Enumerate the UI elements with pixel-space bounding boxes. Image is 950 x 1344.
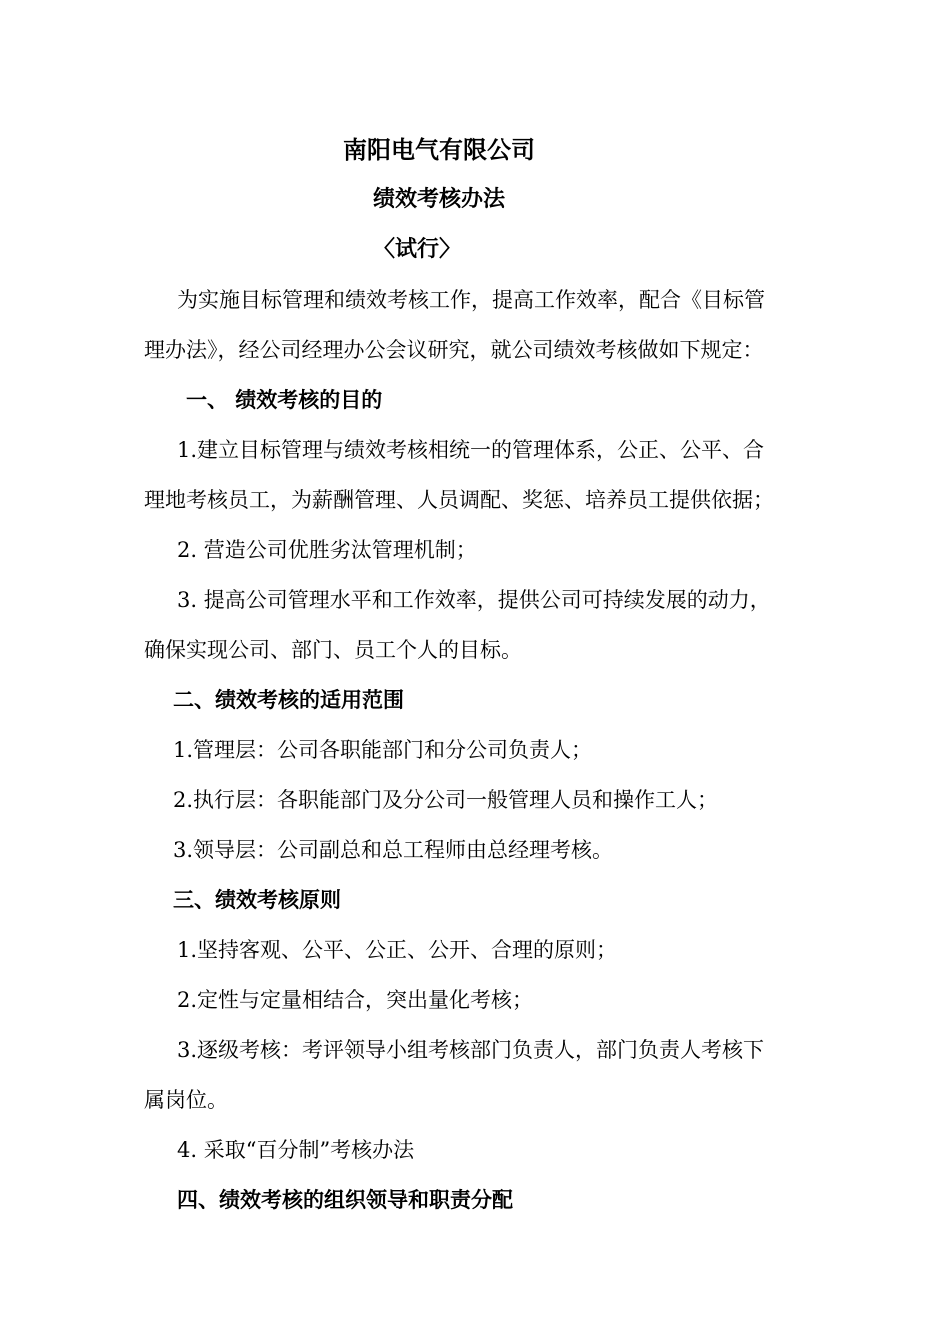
s3-item-1: 1.坚持客观、公平、公正、公开、合理的原则； [177, 938, 618, 962]
s2-item-3: 3.领导层：公司副总和总工程师由总经理考核。 [173, 838, 614, 862]
intro-line-2: 理办法》，经公司经理办公会议研究，就公司绩效考核做如下规定： [144, 338, 764, 362]
s3-item-3-line-2: 属岗位。 [144, 1088, 228, 1112]
section-2-heading: 二、绩效考核的适用范围 [173, 688, 404, 712]
s1-item-3-line-2: 确保实现公司、部门、员工个人的目标。 [144, 638, 522, 662]
s2-item-2: 2.执行层：各职能部门及分公司一般管理人员和操作工人； [173, 788, 719, 812]
intro-line-1: 为实施目标管理和绩效考核工作，提高工作效率，配合《目标管 [177, 288, 765, 312]
section-1-heading: 一、 绩效考核的目的 [186, 388, 383, 412]
document-title: 绩效考核办法 [373, 187, 506, 212]
s2-item-1: 1.管理层：公司各职能部门和分公司负责人； [173, 738, 593, 762]
s1-item-1-line-2: 理地考核员工，为薪酬管理、人员调配、奖惩、培养员工提供依据； [144, 488, 774, 512]
s1-item-1-line-1: 1.建立目标管理与绩效考核相统一的管理体系，公正、公平、合 [177, 438, 765, 462]
s1-item-2: 2. 营造公司优胜劣汰管理机制； [177, 538, 477, 562]
s3-item-4: 4. 采取“百分制”考核办法 [177, 1138, 415, 1162]
s3-item-2: 2.定性与定量相结合，突出量化考核； [177, 988, 534, 1012]
company-name: 南阳电气有限公司 [343, 136, 535, 164]
s3-item-3-line-1: 3.逐级考核：考评领导小组考核部门负责人，部门负责人考核下 [177, 1038, 765, 1062]
trial-label: 〈试行〉 [373, 237, 462, 262]
section-4-heading: 四、绩效考核的组织领导和职责分配 [177, 1188, 513, 1212]
s1-item-3-line-1: 3. 提高公司管理水平和工作效率，提供公司可持续发展的动力， [177, 588, 771, 612]
section-3-heading: 三、绩效考核原则 [173, 888, 341, 912]
